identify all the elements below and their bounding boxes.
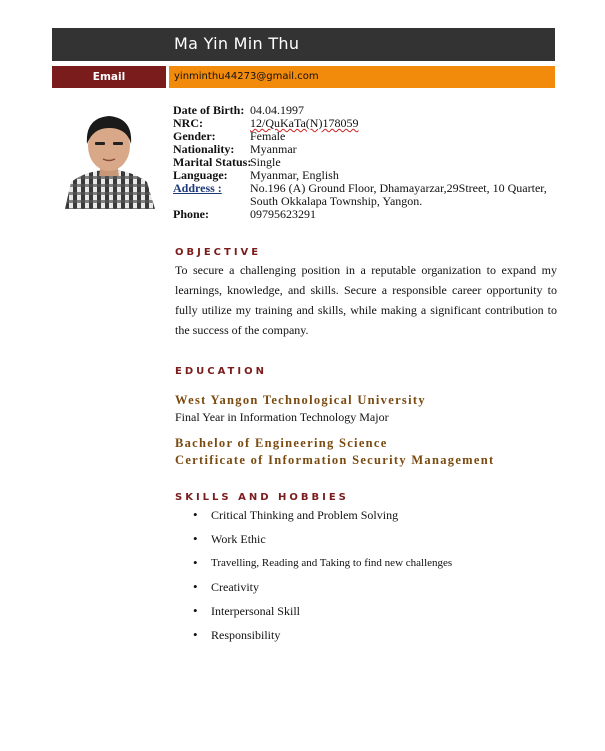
email-bar	[169, 66, 555, 88]
language-value: Myanmar, English	[250, 168, 339, 182]
phone-value: 09795623291	[250, 207, 316, 221]
objective-text: To secure a challenging position in a reputable organization to expand my learnings, knowledge, and skills. Secure a responsible career opportunity to fully utilize my training and skills, while making a significant contribution to the success of the company.	[175, 263, 557, 337]
phone-label: Phone:	[173, 207, 209, 221]
skills-heading: SKILLS AND HOBBIES	[175, 492, 349, 503]
profile-photo	[57, 104, 161, 209]
email-address[interactable]: yinminthu44273@gmail.com	[174, 71, 319, 82]
address-label: Address :	[173, 181, 222, 195]
detail-row-dob	[173, 104, 550, 117]
detail-row-nrc	[173, 117, 550, 130]
candidate-name: Ma Yin Min Thu	[174, 34, 300, 53]
university-name: West Yangon Technological University	[175, 393, 426, 407]
personal-details	[173, 104, 550, 221]
list-item: • Travelling, Reading and Taking to find new challenges	[175, 554, 452, 578]
gender-label: Gender:	[173, 129, 216, 143]
university-detail: Final Year in Information Technology Major	[175, 410, 389, 424]
name-bar	[52, 28, 555, 61]
objective-heading: OBJECTIVE	[175, 247, 262, 258]
certificate-name: Certificate of Information Security Management	[175, 453, 495, 467]
degree-name: Bachelor of Engineering Science	[175, 436, 388, 450]
address-value: No.196 (A) Ground Floor, Dhamayarzar,29Street, 10 Quarter, South Okkalapa Township, Yangon.	[250, 181, 547, 208]
skills-list	[175, 506, 452, 650]
marital-status-label: Marital Status:	[173, 155, 252, 169]
gender-value: Female	[250, 129, 286, 143]
marital-status-value: Single	[250, 155, 281, 169]
email-label: Email	[52, 66, 166, 88]
language-label: Language:	[173, 168, 228, 182]
nationality-label: Nationality:	[173, 142, 235, 156]
dob-value: 04.04.1997	[250, 103, 304, 117]
list-item: • Critical Thinking and Problem Solving	[175, 506, 452, 530]
dob-label: Date of Birth:	[173, 103, 245, 117]
nationality-value: Myanmar	[250, 142, 297, 156]
nrc-value: 12/QuKaTa(N)178059	[250, 116, 359, 130]
nrc-label: NRC:	[173, 116, 203, 130]
detail-row-address	[173, 182, 550, 208]
list-item: • Responsibility	[175, 626, 452, 650]
list-item: • Interpersonal Skill	[175, 602, 452, 626]
education-heading: EDUCATION	[175, 366, 267, 377]
list-item: • Creativity	[175, 578, 452, 602]
list-item: • Work Ethic	[175, 530, 452, 554]
detail-row-marital	[173, 156, 550, 169]
detail-row-phone	[173, 208, 550, 221]
